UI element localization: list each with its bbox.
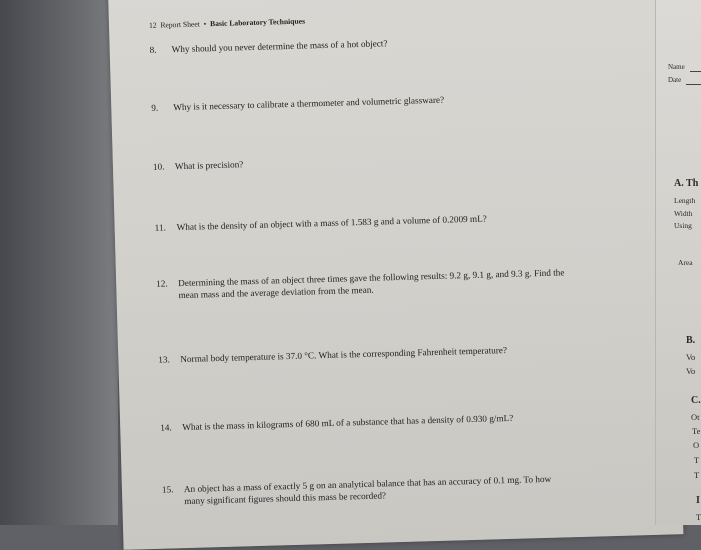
header-left: Report Sheet [160,19,200,30]
page-number: 12 [148,20,157,30]
section-c: C. [691,395,701,406]
t-label-3: T [696,512,701,522]
i-label: I [696,495,700,506]
background-left [0,0,118,525]
section-a: A. Th [674,178,699,189]
header-bullet: • [203,19,207,29]
t-label-1: T [694,455,700,465]
question-11: 11. What is the density of an object with a mass of 1.583 g and a volume of 0.2009 mL? [154,213,487,233]
name-label: Name [668,63,685,71]
question-8: 8. Why should you never determine the mass of a hot object? [149,38,388,55]
report-sheet [108,0,683,550]
area-label: Area [678,258,693,267]
question-12: 12. Determining the mass of an object three times gave the following results: 9.2 g, 9.1 g, and 9.3 g. Find the mean mass and the average deviation from the mean. [156,267,565,301]
te-label: Te [692,426,701,436]
section-b: B. [686,335,696,346]
next-page-edge [655,0,701,525]
question-14: 14. What is the mass in kilograms of 680 mL of a substance that has a density of 0.930 g/mL? [160,412,514,433]
date-line [686,84,701,85]
question-9: 9. Why is it necessary to calibrate a thermometer and volumetric glassware? [151,94,445,113]
page-header [149,17,305,30]
t-label-2: T [694,470,700,480]
length-label: Length [674,196,696,205]
question-13: 13. Normal body temperature is 37.0 °C. What is the corresponding Fahrenheit temperature? [158,345,508,365]
question-15: 15. An object has a mass of exactly 5 g on an analytical balance that has an accuracy of 0.1 mg. To how many significant figures should this mass be recorded? [161,473,552,507]
name-line [690,71,701,72]
o-label: O [693,440,700,450]
using-label: Using [674,221,692,230]
vo-label-1: Vo [686,352,696,362]
header-title: Basic Laboratory Techniques [209,16,306,29]
vo-label-2: Vo [686,366,696,376]
question-10: 10. What is precision? [152,159,244,172]
date-label: Date [668,76,682,84]
ot-label: Ot [691,412,700,422]
width-label: Width [674,209,693,218]
